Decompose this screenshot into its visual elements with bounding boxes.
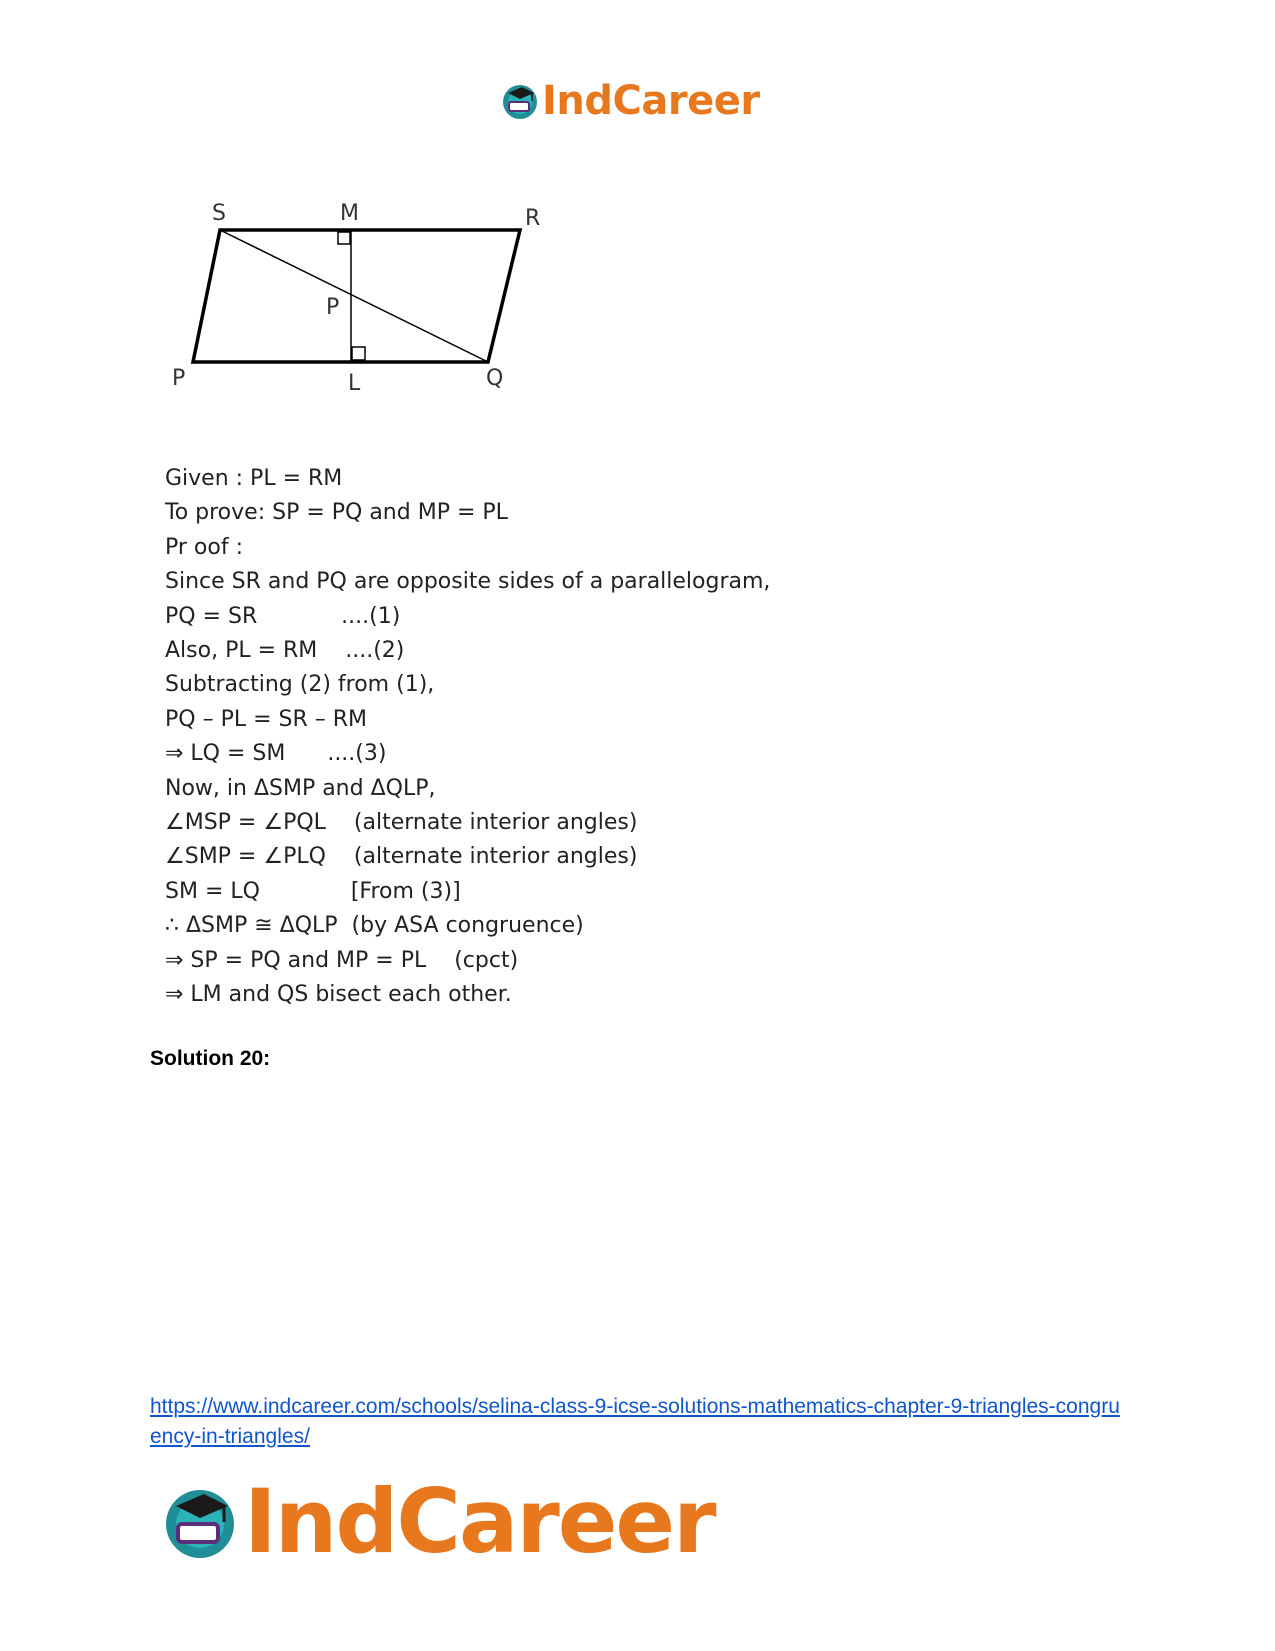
label-m: M <box>340 201 359 226</box>
proof-line: Since SR and PQ are opposite sides of a parallelogram, <box>165 569 771 595</box>
proof-line: ⇒ LQ = SM ....(3) <box>165 741 387 767</box>
parallelogram-diagram <box>170 195 570 405</box>
proof-line: Pr oof : <box>165 534 243 560</box>
proof-block <box>165 462 770 1013</box>
parallelogram-shape <box>193 230 520 362</box>
logo-text: IndCareer <box>244 1470 715 1573</box>
parallelogram-figure <box>170 195 570 410</box>
proof-line: ∠SMP = ∠PLQ (alternate interior angles) <box>165 844 638 870</box>
proof-line: ∠MSP = ∠PQL (alternate interior angles) <box>165 810 638 836</box>
label-s: S <box>212 201 226 226</box>
label-p: P <box>172 366 186 391</box>
proof-line: ⇒ LM and QS bisect each other. <box>165 982 512 1008</box>
header-logo <box>500 78 760 124</box>
right-angle-l <box>352 347 365 360</box>
solution-heading: Solution 20: <box>150 1047 271 1070</box>
label-q: Q <box>486 366 504 391</box>
label-p-center: P <box>326 295 340 320</box>
proof-line: PQ – PL = SR – RM <box>165 706 368 732</box>
proof-line: Also, PL = RM ....(2) <box>165 638 405 664</box>
proof-line: ∴ ΔSMP ≅ ΔQLP (by ASA congruence) <box>165 913 584 939</box>
proof-line: ⇒ SP = PQ and MP = PL (cpct) <box>165 947 519 973</box>
graduation-cap-globe-icon <box>160 1482 240 1562</box>
proof-line: Now, in ΔSMP and ΔQLP, <box>165 775 436 801</box>
source-link[interactable]: https://www.indcareer.com/schools/selina-class-9-icse-solutions-mathematics-chapter-9-triangles-congruency-in-triangles/ <box>150 1395 1120 1448</box>
proof-line: PQ = SR ....(1) <box>165 603 401 629</box>
logo-text: IndCareer <box>542 78 760 124</box>
proof-line: To prove: SP = PQ and MP = PL <box>165 500 508 526</box>
label-r: R <box>525 206 541 231</box>
label-l: L <box>348 371 361 396</box>
graduation-cap-globe-icon <box>500 81 540 121</box>
proof-line: Subtracting (2) from (1), <box>165 672 435 698</box>
proof-line: Given : PL = RM <box>165 466 343 491</box>
right-angle-m <box>338 232 350 244</box>
proof-line: SM = LQ [From (3)] <box>165 878 461 904</box>
diagonal-sq <box>220 230 488 362</box>
footer-logo <box>160 1470 715 1573</box>
